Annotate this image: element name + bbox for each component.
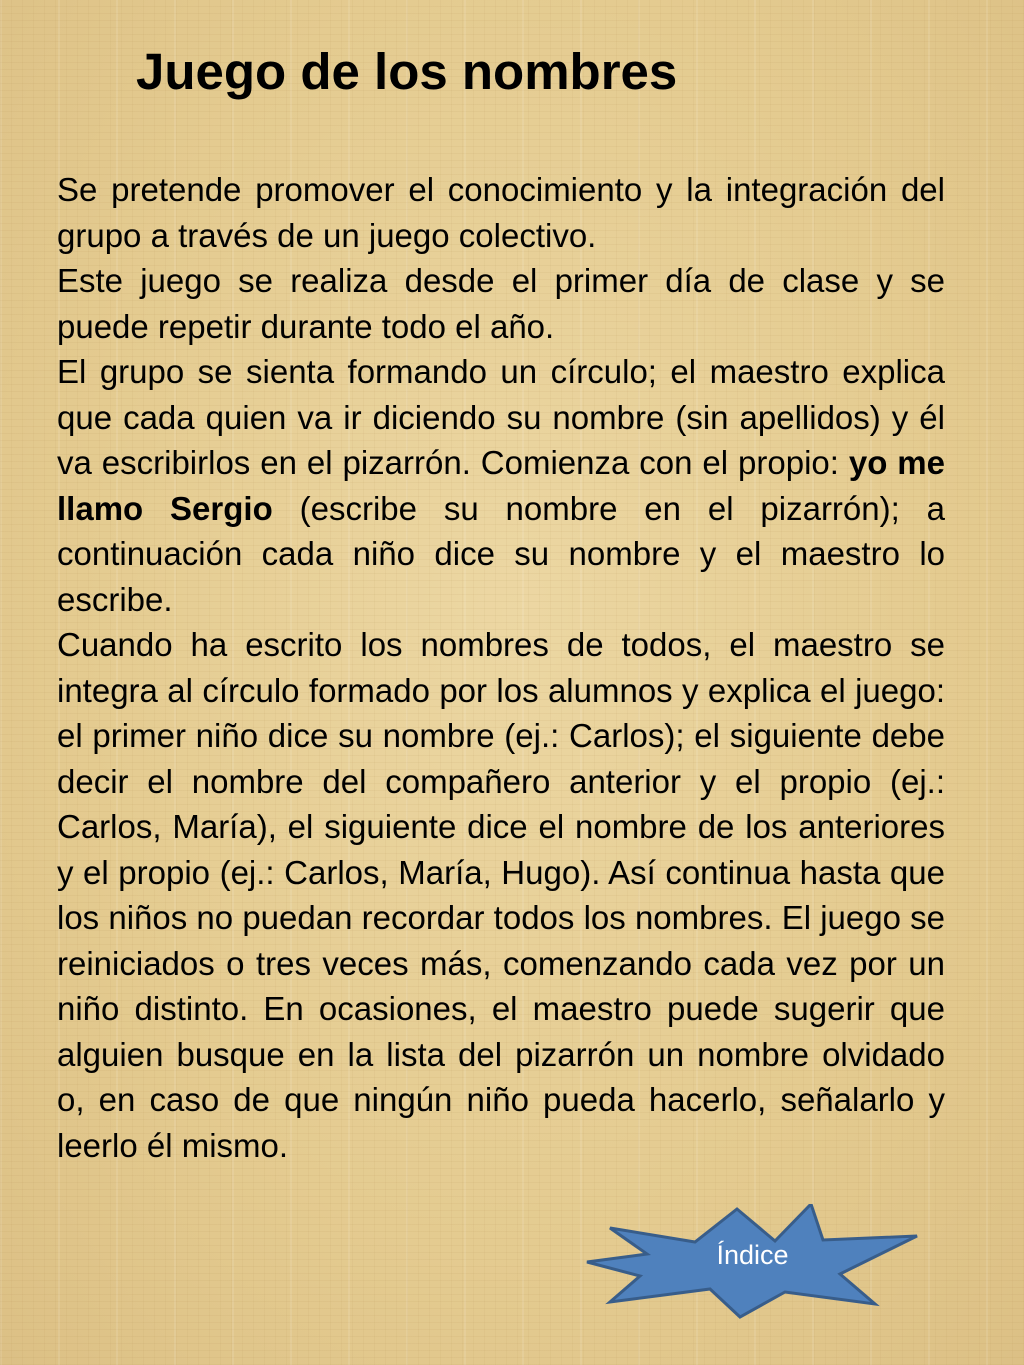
index-button-label: Índice	[716, 1240, 789, 1270]
paragraph-schedule: Este juego se realiza desde el primer día de clase y se puede repetir durante todo el año.	[57, 262, 945, 345]
paragraph-rules: Cuando ha escrito los nombres de todos, el maestro se integra al círculo formado por los alumnos y explica el juego: el primer niño dice su nombre (ej.: Carlos); el siguiente debe decir el nombre del compañero anterior y el propio (ej.: Carlos, María), el siguiente dice el nombre de los anteriores y el propio (ej.: Carlos, María, Hugo). Así continua hasta que los niños no puedan recordar todos los nombres. El juego se reiniciados o tres veces más, comenzando cada vez por un niño distinto. En ocasiones, el maestro puede sugerir que alguien busque en la lista del pizarrón un nombre olvidado o, en caso de que ningún niño pueda hacerlo, señalarlo y leerlo él mismo.	[57, 626, 945, 1164]
example-phrase: yo me llamo Sergio	[57, 444, 945, 527]
page-title: Juego de los nombres	[136, 43, 678, 100]
paragraph-setup	[57, 349, 945, 622]
paragraph-intro: Se pretende promover el conocimiento y la integración del grupo a través de un juego colectivo.	[57, 171, 945, 254]
paragraph-setup-start: El grupo se sienta formando un círculo; el maestro explica que cada quien va ir diciendo su nombre (sin apellidos) y él va escribirlos en el pizarrón. Comienza con el propio:	[57, 353, 945, 481]
index-button[interactable]	[585, 1204, 920, 1319]
paragraph-setup-end: (escribe su nombre en el pizarrón); a continuación cada niño dice su nombre y el maestro lo escribe.	[57, 489, 945, 618]
body-text	[57, 167, 945, 1168]
